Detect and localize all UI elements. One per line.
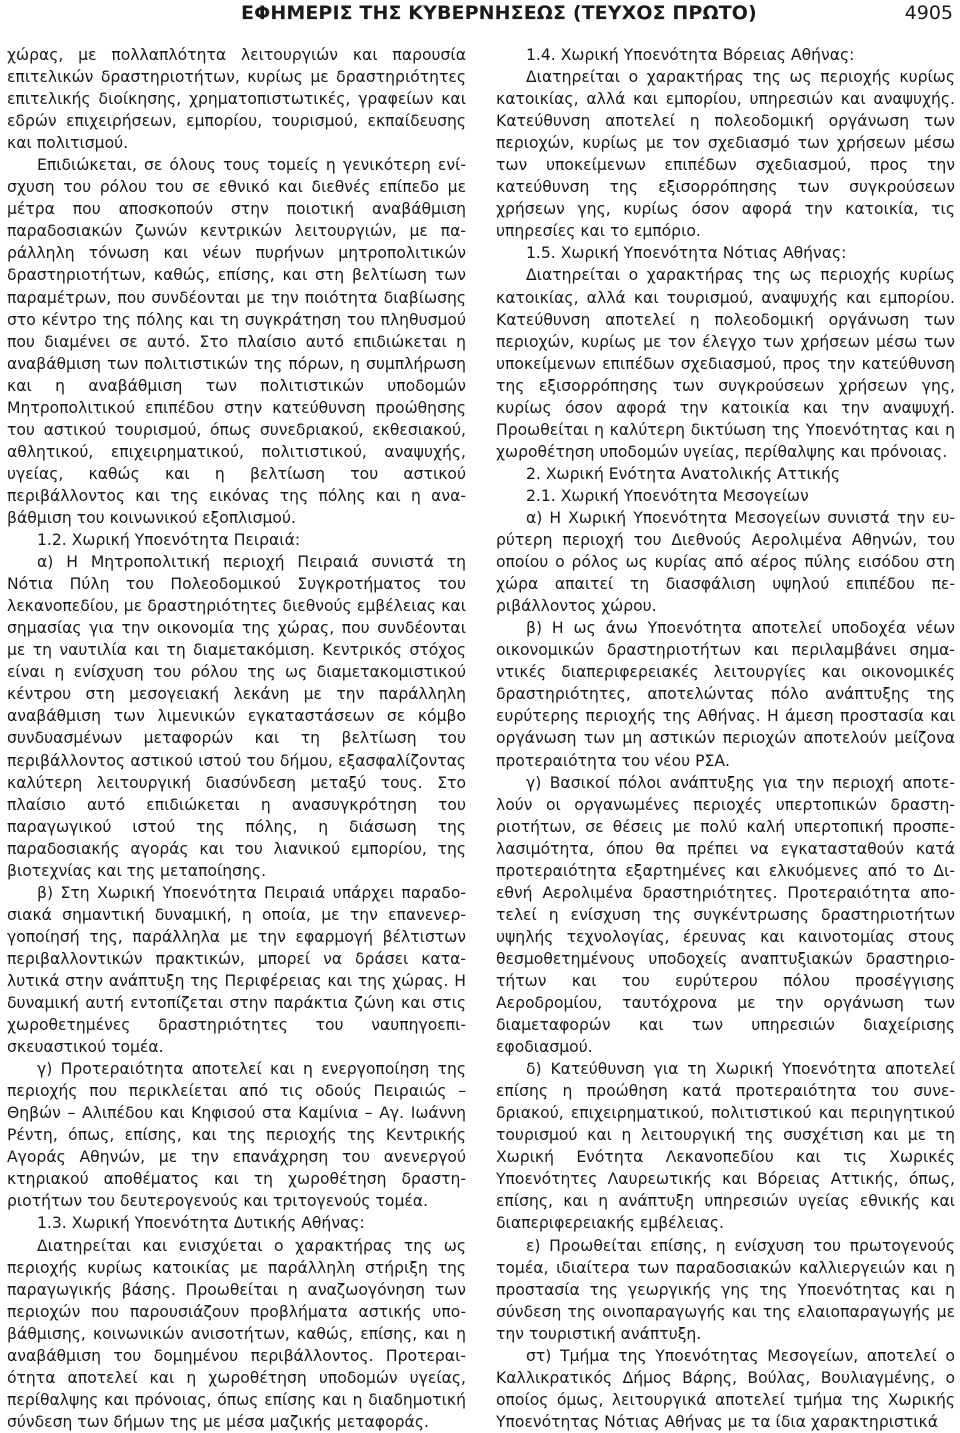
- paragraph: α) Η Χωρική Υποενότητα Μεσογείων συνιστά την ευρύτερη περιοχή του Διεθνούς Αερολιμένα Αθηνών, του οποίου ο ρόλος ως κυρίας από αέρος πύλης εισόδου στη χώρα απαιτεί τη διασφάλιση υψηλού επιπέδου περιβάλλοντος χώρου.: [496, 508, 955, 616]
- page-header: [0, 0, 960, 30]
- paragraph: δ) Κατεύθυνση για τη Χωρική Υποενότητα αποτελεί επίσης η προώθηση κατά προτεραιότητα του συνεδριακού, επιχειρηματικού, πολιτιστικού και περιηγητικού τουρισμού και η λειτουργική της συσχέτιση και με τη Χωρική Ενότητα Λεκανοπεδίου και τις Χωρικές Υποενότητες Λαυρεωτικής και Βόρειας Αττικής, όπως, επίσης, και η ανάπτυξη υπηρεσιών υγείας εθνικής και διαπεριφερειακής εμβέλειας.: [496, 1060, 955, 1233]
- paragraph: Διατηρείται και ενισχύεται ο χαρακτήρας της ως περιοχής κυρίως κατοικίας με παράλληλη στήριξη της παραγωγικής βάσης. Προωθείται η αναζωογόνηση των περιοχών που παρουσιάζουν προβλήματα αστικής υποβάθμισης, κοινωνικών ανισοτήτων, καθώς, επίσης, και η αναβάθμιση του δομημένου περιβάλλοντος. Προτεραιότητα αποτελεί και η χωροθέτηση υποδομών υγείας, περίθαλψης και πρόνοιας, όπως επίσης και η διαδημοτική σύνδεση των δήμων της με μέσα μαζικής μεταφοράς.: [7, 1236, 466, 1431]
- section-heading: 1.4. Χωρική Υποενότητα Βόρειας Αθήνας:: [526, 46, 855, 64]
- paragraph: Διατηρείται ο χαρακτήρας της ως περιοχής κυρίως κατοικίας, αλλά και εμπορίου, υπηρεσιών και αναψυχής. Κατεύθυνση αποτελεί η πολεοδομική οργάνωση των περιοχών, κυρίως με τον σχεδιασμό των χρήσεων μέσω των υποκείμενων επιπέδων σχεδιασμού, προς την κατεύθυνση της εξισορρόπησης των συγκρούσεων χρήσεων γης, κυρίως όσον αφορά την κατοικία, τις υπηρεσίες και το εμπόριο.: [496, 68, 955, 241]
- right-column: [496, 44, 955, 1433]
- section-heading: 1.5. Χωρική Υποενότητα Νότιας Αθήνας:: [526, 244, 847, 263]
- left-column: [7, 44, 466, 1433]
- paragraph: ε) Προωθείται επίσης, η ενίσχυση του πρωτογενούς τομέα, ιδιαίτερα των παραδοσιακών καλλιεργειών και η προστασία της γεωργικής γης της Υποενότητας και η σύνδεση της οινοπαραγωγής και της ελαιοπαραγωγής με την τουριστική ανάπτυξη.: [496, 1236, 955, 1343]
- paragraph: γ) Βασικοί πόλοι ανάπτυξης για την περιοχή αποτελούν οι οργανωμένες περιοχές υπερτοπικών δραστηριοτήτων, σε θέσεις με πολύ καλή υπερτοπική προσπελασιμότητα, όπου θα πρέπει να εγκατασταθούν κατά προτεραιότητα εξαρτημένες και ελκυόμενες από το Διεθνή Αερολιμένα δραστηριότητες. Προτεραιότητα αποτελεί η ενίσχυση της συγκέντρωσης δραστηριοτήτων υψηλής τεχνολογίας, έρευνας και καινοτομίας στους θεσμοθετημένους υποδοχείς αναπτυξιακών δραστηριοτήτων και του ευρύτερου πόλου προσέγγισης Αεροδρομίου, ταυτόχρονα με την οργάνωση των διαμεταφορών και των υπηρεσιών διαχείρισης εφοδιασμού.: [496, 773, 955, 1057]
- gazette-title: ΕΦΗΜΕΡΙΣ ΤΗΣ ΚΥΒΕΡΝΗΣΕΩΣ (ΤΕΥΧΟΣ ΠΡΩΤΟ): [241, 2, 757, 24]
- page-number: 4905: [904, 2, 953, 24]
- section-heading: 1.3. Χωρική Υποενότητα Δυτικής Αθήνας:: [37, 1214, 365, 1233]
- section-heading: 2. Χωρική Ενότητα Ανατολικής Αττικής: [526, 464, 840, 483]
- paragraph: β) Στη Χωρική Υποενότητα Πειραιά υπάρχει παραδοσιακά σημαντική δυναμική, η οποία, με την επανενεργοποίησή της, παράλληλα με την εφαρμογή βέλτιστων περιβαλλοντικών πρακτικών, μπορεί να δράσει καταλυτικά στην ανάπτυξη της Περιφέρειας και της χώρας. Η δυναμική αυτή εντοπίζεται στην παράκτια ζώνη και στις χωροθετημένες δραστηριότητες του ναυπηγοεπισκευαστικού τομέα.: [7, 883, 466, 1057]
- paragraph: χώρας, με πολλαπλότητα λειτουργιών και παρουσία επιτελικών δραστηριοτήτων, κυρίως με δραστηριότητες επιτελικής διοίκησης, χρηματοπιστωτικές, γραφείων και εδρών επιχειρήσεων, εμπορίου, τουρισμού, εκπαίδευσης και πολιτισμού.: [7, 46, 466, 153]
- section-heading: 2.1. Χωρική Υποενότητα Μεσογείων: [526, 486, 809, 505]
- paragraph: Επιδιώκεται, σε όλους τους τομείς η γενικότερη ενίσχυση του ρόλου του σε εθνικό και διεθνές επίπεδο με μέτρα που αποσκοπούν στην ποιοτική αναβάθμιση παραδοσιακών ζωνών κεντρικών λειτουργιών, με παράλληλη τόνωση και νέων πυρήνων μητροπολιτικών δραστηριοτήτων, καθώς, επίσης, και στη βελτίωση των παραμέτρων, που συνδέονται με την ποιότητα διαβίωσης στο κέντρο της πόλης και τη συγκράτηση του πληθυσμού που διαμένει σε αυτό. Στο πλαίσιο αυτό επιδιώκεται η αναβάθμιση των πολιτιστικών της πόρων, η συμπλήρωση και η αναβάθμιση των πολιτιστικών υποδομών Μητροπολιτικού επιπέδου στην κατεύθυνση προώθησης του αστικού τουρισμού, όπως συνεδριακού, εκθεσιακού, αθλητικού, επιχειρηματικού, πολιτιστικού, αναψυχής, υγείας, καθώς και η βελτίωση του αστικού περιβάλλοντος και της εικόνας της πόλης και η αναβάθμιση του κοινωνικού εξοπλισμού.: [7, 156, 466, 527]
- paragraph: α) Η Μητροπολιτική περιοχή Πειραιά συνιστά τη Νότια Πύλη του Πολεοδομικού Συγκροτήματος του λεκανοπεδίου, με δραστηριότητες διεθνούς εμβέλειας και σημασίας για την οικονομία της χώρας, που συνδέονται με τη ναυτιλία και τη διαμετακόμιση. Κεντρικός στόχος είναι η ενίσχυση του ρόλου της ως διαμετακομιστικού κέντρου στη μεσογειακή λεκάνη με την παράλληλη αναβάθμιση των λιμενικών εγκαταστάσεων σε κόμβο συνδυασμένων μεταφορών και τη βελτίωση του περιβάλλοντος αστικού ιστού του δήμου, εξασφαλίζοντας καλύτερη λειτουργική διασύνδεση μεταξύ τους. Στο πλαίσιο αυτό επιδιώκεται η ανασυγκρότηση του παραγωγικού ιστού της πόλης, η διάσωση της παραδοσιακής αγοράς και του λιανικού εμπορίου, της βιοτεχνίας και της μεταποίησης.: [7, 553, 466, 880]
- paragraph: στ) Τμήμα της Υποενότητας Μεσογείων, αποτελεί ο Καλλικρατικός Δήμος Βάρης, Βούλας, Βουλιαγμένης, ο οποίος όμως, λειτουργικά αποτελεί τμήμα της Χωρικής Υποενότητας Νότιας Αθήνας με τα ίδια χαρακτηριστικά: [496, 1346, 955, 1431]
- section-heading: 1.2. Χωρική Υποενότητα Πειραιά:: [37, 531, 301, 550]
- paragraph: Διατηρείται ο χαρακτήρας της ως περιοχής κυρίως κατοικίας, αλλά και τουρισμού, αναψυχής και εμπορίου. Κατεύθυνση αποτελεί η πολεοδομική οργάνωση των περιοχών, κυρίως με τον έλεγχο των χρήσεων μέσω των υποκείμενων επιπέδων σχεδιασμού, προς την κατεύθυνση της εξισορρόπησης των συγκρούσεων χρήσεων γης, κυρίως όσον αφορά την κατοικία και την αναψυχή. Προωθείται η καλύτερη δικτύωση της Υποενότητας και η χωροθέτηση υποδομών υγείας, περίθαλψης και πρόνοιας.: [496, 266, 955, 461]
- paragraph: β) Η ως άνω Υποενότητα αποτελεί υποδοχέα νέων οικονομικών δραστηριοτήτων και περιλαμβάνει σημαντικές διαπεριφερειακές λειτουργίες και οικονομικές δραστηριότητες, αποτελώντας πόλο ανάπτυξης της ευρύτερης περιοχής της Αθήνας. Η άμεση προστασία και οργάνωση των μη αστικών περιοχών αποτελούν μείζονα προτεραιότητα του νέου ΡΣΑ.: [496, 619, 955, 770]
- paragraph: γ) Προτεραιότητα αποτελεί και η ενεργοποίηση της περιοχής που περικλείεται από τις οδούς Πειραιώς – Θηβών – Αλιπέδου και Κηφισού στα Καμίνια – Αγ. Ιωάννη Ρέντη, όπως, επίσης, και της περιοχής της Κεντρικής Αγοράς Αθηνών, με την επανάχρηση του ανενεργού κτηριακού αποθέματος και τη χωροθέτηση δραστηριοτήτων του δευτερογενούς και τριτογενούς τομέα.: [7, 1060, 466, 1211]
